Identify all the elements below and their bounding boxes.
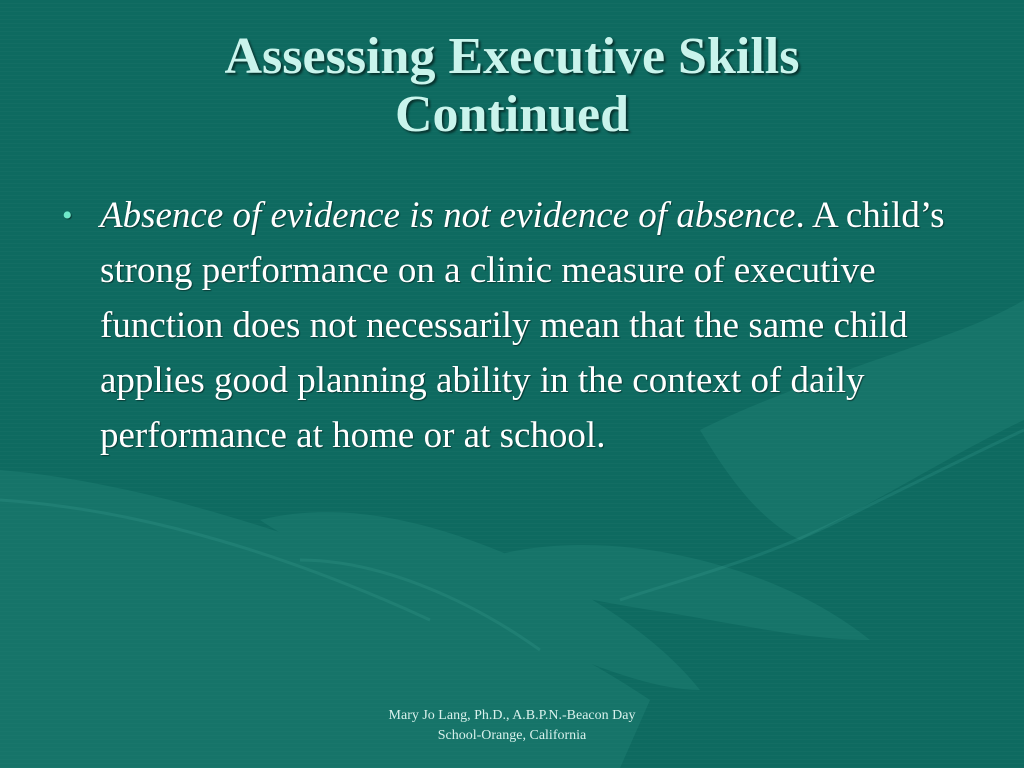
title-line-1: Assessing Executive Skills — [224, 28, 800, 85]
bullet-item — [62, 188, 962, 463]
footer-line-2: School-Orange, California — [437, 728, 587, 743]
title-line-2: Continued — [394, 86, 630, 143]
slide-body — [62, 188, 962, 463]
bullet-text-rest: . A child’s strong performance on a clinic measure of executive function does not necessarily mean that the same child applies good planning ability in the context of daily performance at home or at school. — [100, 195, 945, 456]
slide-footer — [340, 706, 684, 746]
footer-line-1: Mary Jo Lang, Ph.D., A.B.P.N.-Beacon Day — [388, 708, 636, 723]
slide-title — [40, 28, 984, 144]
bullet-dot-icon: • — [62, 199, 73, 232]
bullet-text — [100, 188, 962, 463]
bullet-text-italic: Absence of evidence is not evidence of absence — [100, 195, 796, 236]
